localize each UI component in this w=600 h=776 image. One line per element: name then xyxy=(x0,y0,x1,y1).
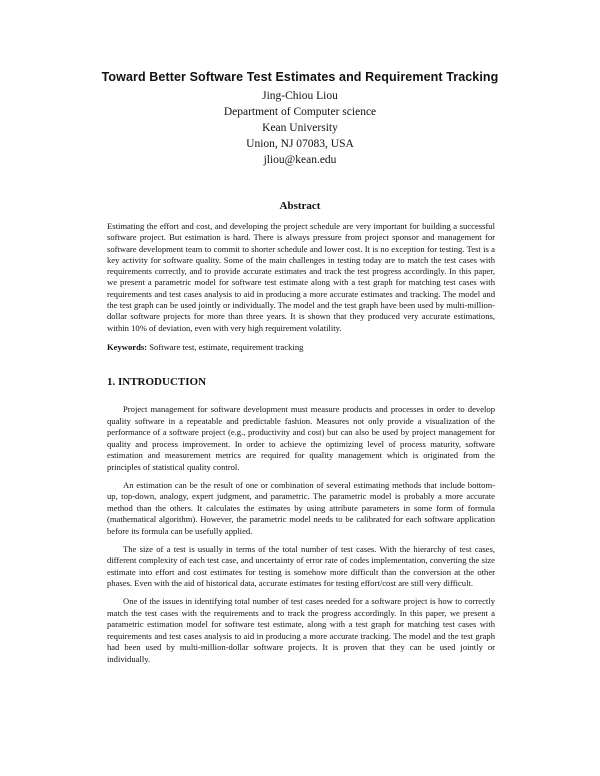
body-paragraph: Project management for software development must measure products and processes in order to develop quality software in a repeatable and predictable fashion. Measures not only provide a visualization of the performance of a software project (e.g., productivity and cost) but can also be used by project management for quality and process improvement. In order to achieve the optimizing level of process maturity, software estimation and measurement metrics are required for quality management which is originated from the principles of statistical quality control. xyxy=(107,404,495,472)
abstract-paragraph: Estimating the effort and cost, and developing the project schedule are very important for building a successful software project. But estimation is hard. There is always pressure from project sponsor and management for software development team to commit to shorter schedule and lower cost. It is no exception for testing. Test is a key activity for software quality. Some of the main challenges in testing today are to match the test cases with requirements correctly, and to provide accurate estimates and track the test progress accordingly. In this paper, we present a parametric model for software test estimate along with a test graph for matching test cases with requirements and test cases analysis to aid in producing a more accurate estimates and tracking. The model and the test graph can be used jointly or individually. The model and the test graph have been used by multi-million-dollar software projects for more than three years. It is shown that they produced very accurate estimations, within 10% of deviation, even with very high requirement volatility. xyxy=(107,221,495,333)
paper-title: Toward Better Software Test Estimates and Requirement Tracking xyxy=(101,70,499,84)
section-heading-introduction: 1. INTRODUCTION xyxy=(107,376,207,388)
author-block xyxy=(0,88,600,168)
author-university: Kean University xyxy=(262,122,338,134)
body-paragraph: The size of a test is usually in terms of the total number of test cases. With the hierarchy of test cases, different complexity of each test case, and uncertainty of error rate of codes implementation, converting the size estimate into effort and cost estimates for testing is somehow more difficult than the conversion at the other phases. Even with the aid of historical data, accurate estimates for testing effort/cost are still very difficult. xyxy=(107,543,495,589)
introduction-body xyxy=(107,404,495,671)
abstract-heading: Abstract xyxy=(279,200,321,212)
author-name: Jing-Chiou Liou xyxy=(262,90,338,102)
keywords-label: Keywords: xyxy=(107,342,148,352)
abstract-body xyxy=(107,221,495,334)
keywords-text: Software test, estimate, requirement tracking xyxy=(147,342,304,352)
keywords xyxy=(107,342,495,352)
body-paragraph: One of the issues in identifying total number of test cases needed for a software project is how to correctly match the test cases with the requirements and to track the progress accordingly. In this paper, we present a parametric estimation model for software test estimate, along with a test graph for matching test cases with requirements and test cases analysis to aid in producing a more accurate tracking. The model and the test graph had been used by multi-million-dollar software projects. It is proven that they can be used jointly or individually. xyxy=(107,595,495,664)
body-paragraph: An estimation can be the result of one or combination of several estimating methods that include bottom-up, top-down, analogy, expert judgment, and parametric. The parametric model is probably a more accurate method than the others. It calculates the estimates by using attribute parameters in some form of formula (mathematical algorithm). However, the parametric model needs to be calibrated for each software application before its formula can be usefully applied. xyxy=(107,479,495,536)
author-email: jliou@kean.edu xyxy=(263,154,337,166)
author-location: Union, NJ 07083, USA xyxy=(246,138,354,150)
author-department: Department of Computer science xyxy=(223,106,377,118)
